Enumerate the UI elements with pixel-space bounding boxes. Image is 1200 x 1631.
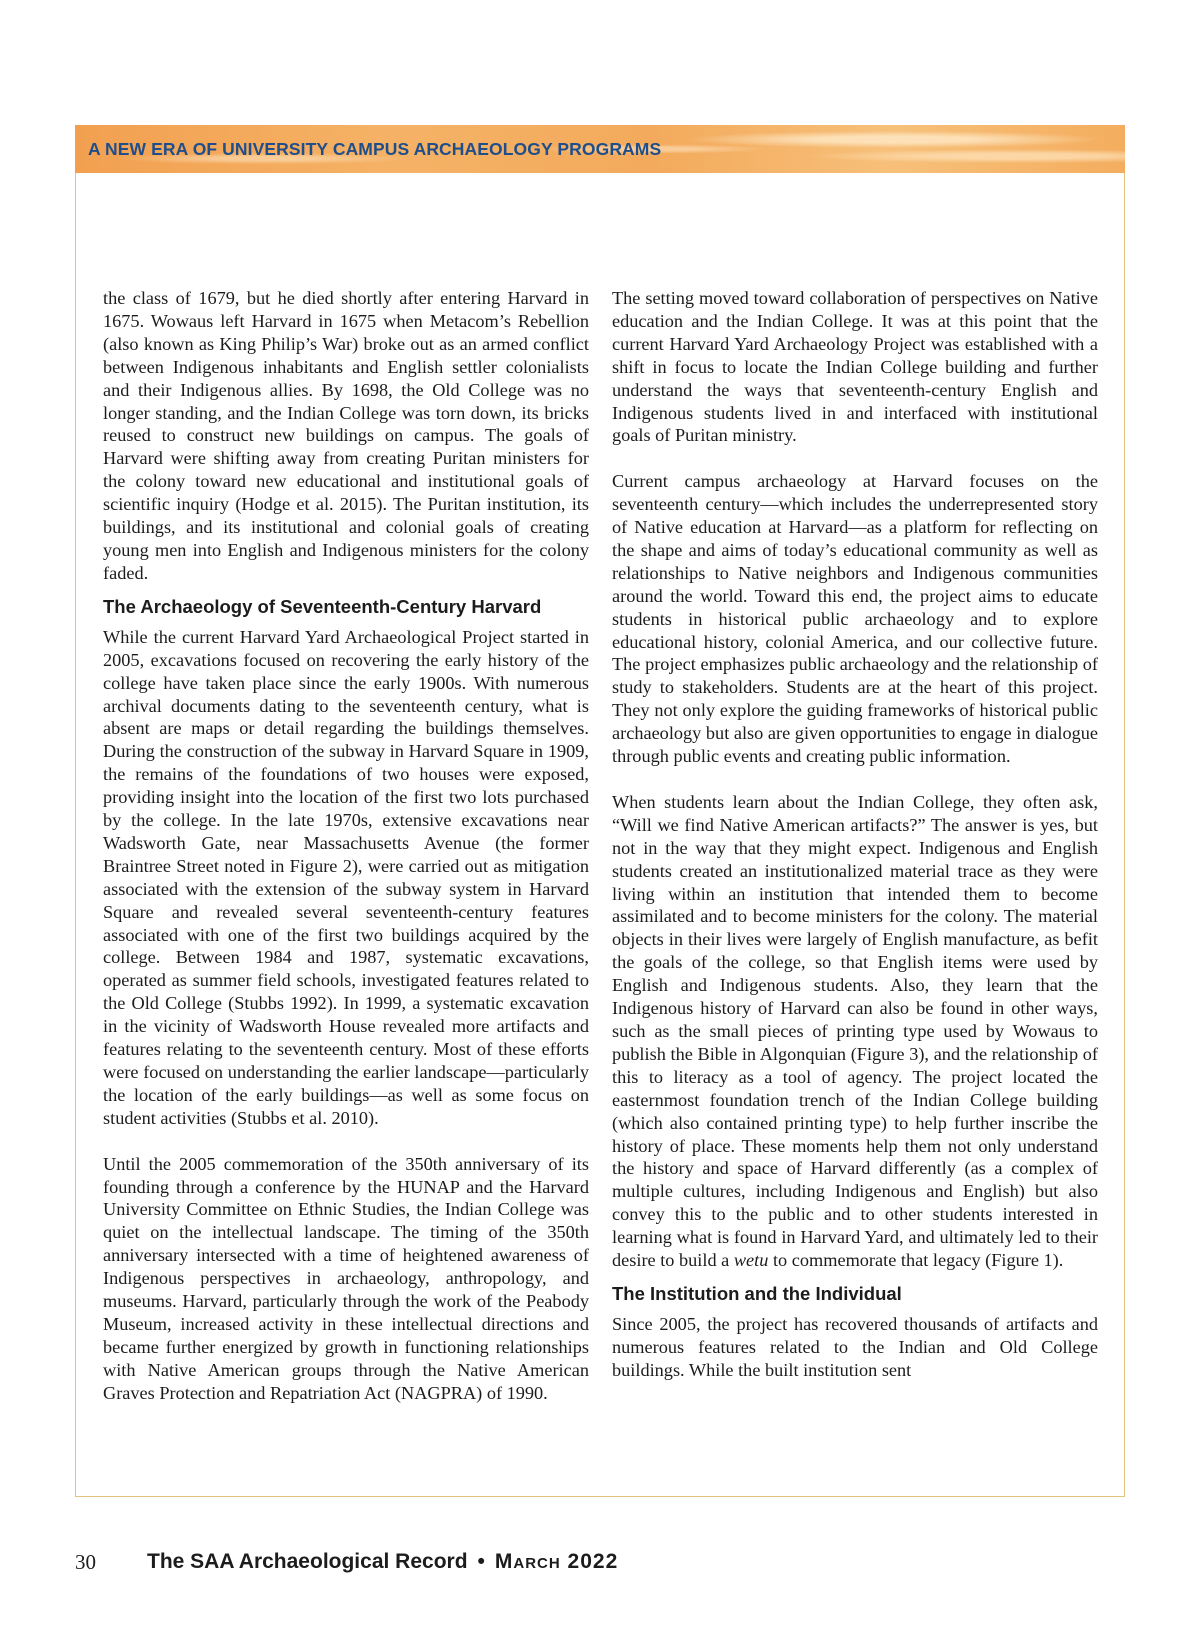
italic-term: wetu (733, 1250, 769, 1271)
section-banner (75, 125, 1125, 173)
right-column (612, 287, 1098, 1382)
section-heading: The Institution and the Individual (612, 1282, 902, 1304)
section-title: A NEW ERA OF UNIVERSITY CAMPUS ARCHAEOLOGY PROGRAMS (88, 139, 662, 159)
paragraph: Since 2005, the project has recovered thousands of artifacts and numerous features related to the Indian and Old College buildings. While the built institution sent (612, 1313, 1098, 1380)
paragraph-text: When students learn about the Indian College, they often ask, “Will we find Native American artifacts?” The answer is yes, but not in the way that they might expect. Indigenous and English students created an institutionalized material trace as they were living within an institution that intended them to become assimilated and to become ministers for the colony. The material objects in their lives were largely of English manufacture, as befit the goals of the college, so that English items were used by English and Indigenous students. Also, they learn that the Indigenous history of Harvard can also be found in other ways, such as the small pieces of printing type used by Wowaus to publish the Bible in Algonquian (Figure 3), and the relationship of this to literacy as a tool of agency. The project located the easternmost foundation trench of the Indian College building (which also contained printing type) to help further inscribe the history of place. These moments help them not only understand the history and space of Harvard differently (as a complex of multiple cultures, including Indigenous and English) but also convey this to the public and to other students interested in learning what is found in Harvard Yard, and ultimately led to their desire to build a (612, 791, 1098, 1271)
journal-title (147, 1550, 618, 1574)
page-number: 30 (75, 1550, 96, 1574)
paragraph: While the current Harvard Yard Archaeological Project started in 2005, excavations focused on recovering the early history of the college have taken place since the early 1900s. With numerous archival documents dating to the seventeenth century, what is absent are maps or detail regarding the buildings themselves. During the construction of the subway in Harvard Square in 1909, the remains of the foundations of two houses were exposed, providing insight into the location of the first two lots purchased by the college. In the late 1970s, extensive excavations near Wadsworth Gate, near Massachusetts Avenue (the former Braintree Street noted in Figure 2), were carried out as mitigation associated with the extension of the subway system in Harvard Square and revealed several seventeenth-century features associated with one of the first two buildings acquired by the college. Between 1984 and 1987, systematic excavations, operated as summer field schools, investigated features related to the Old College (Stubbs 1992). In 1999, a systematic excavation in the vicinity of Wadsworth House revealed more artifacts and features relating to the seventeenth century. Most of these efforts were focused on understanding the earlier landscape—particularly the location of the early buildings—as well as some focus on student activities (Stubbs et al. 2010). (103, 626, 589, 1128)
paragraph (612, 791, 1098, 1272)
paragraph: Current campus archaeology at Harvard focuses on the seventeenth century—which includes the underrepresented story of Native education at Harvard—as a platform for reflecting on the shape and aims of today’s educational community as well as relationships to Native neighbors and Indigenous communities around the world. Toward this end, the project aims to educate students in historical public archaeology and to explore educational history, colonial America, and our collective future. The project emphasizes public archaeology and the relationship of study to stakeholders. Students are at the heart of this project. They not only explore the guiding frameworks of historical public archaeology but also are given opportunities to engage in dialogue through public events and creating public information. (612, 471, 1098, 767)
bullet-separator: • (477, 1550, 485, 1573)
issue-date: March 2022 (494, 1550, 619, 1573)
left-column (103, 287, 589, 1405)
paragraph-text: to commemorate that legacy (Figure 1). (772, 1250, 1064, 1271)
paragraph: the class of 1679, but he died shortly after entering Harvard in 1675. Wowaus left Harvard in 1675 when Metacom’s Rebellion (also known as King Philip’s War) broke out as an armed conflict between Indigenous inhabitants and English settler colonialists and their Indigenous allies. By 1698, the Old College was no longer standing, and the Indian College was torn down, its bricks reused to construct new buildings on campus. The goals of Harvard were shifting away from creating Puritan ministers for the colony toward new educational and institutional goals of scientific inquiry (Hodge et al. 2015). The Puritan institution, its buildings, and its institutional and colonial goals of creating young men into English and Indigenous ministers for the colony faded. (103, 288, 589, 583)
journal-name: The SAA Archaeological Record (147, 1550, 468, 1573)
paragraph: The setting moved toward collaboration of perspectives on Native education and the Indian College. It was at this point that the current Harvard Yard Archaeology Project was established with a shift in focus to locate the Indian College building and further understand the ways that seventeenth-century English and Indigenous students lived in and interfaced with institutional goals of Puritan ministry. (612, 288, 1098, 446)
section-heading: The Archaeology of Seventeenth-Century Harvard (103, 595, 542, 617)
paragraph: Until the 2005 commemoration of the 350th anniversary of its founding through a conference by the HUNAP and the Harvard University Committee on Ethnic Studies, the Indian College was quiet on the intellectual landscape. The timing of the 350th anniversary intersected with a time of heightened awareness of Indigenous perspectives in archaeology, anthropology, and museums. Harvard, particularly through the work of the Peabody Museum, increased activity in these intellectual directions and became further energized by growth in functioning relationships with Native American groups through the Native American Graves Protection and Repatriation Act (NAGPRA) of 1990. (103, 1153, 589, 1403)
